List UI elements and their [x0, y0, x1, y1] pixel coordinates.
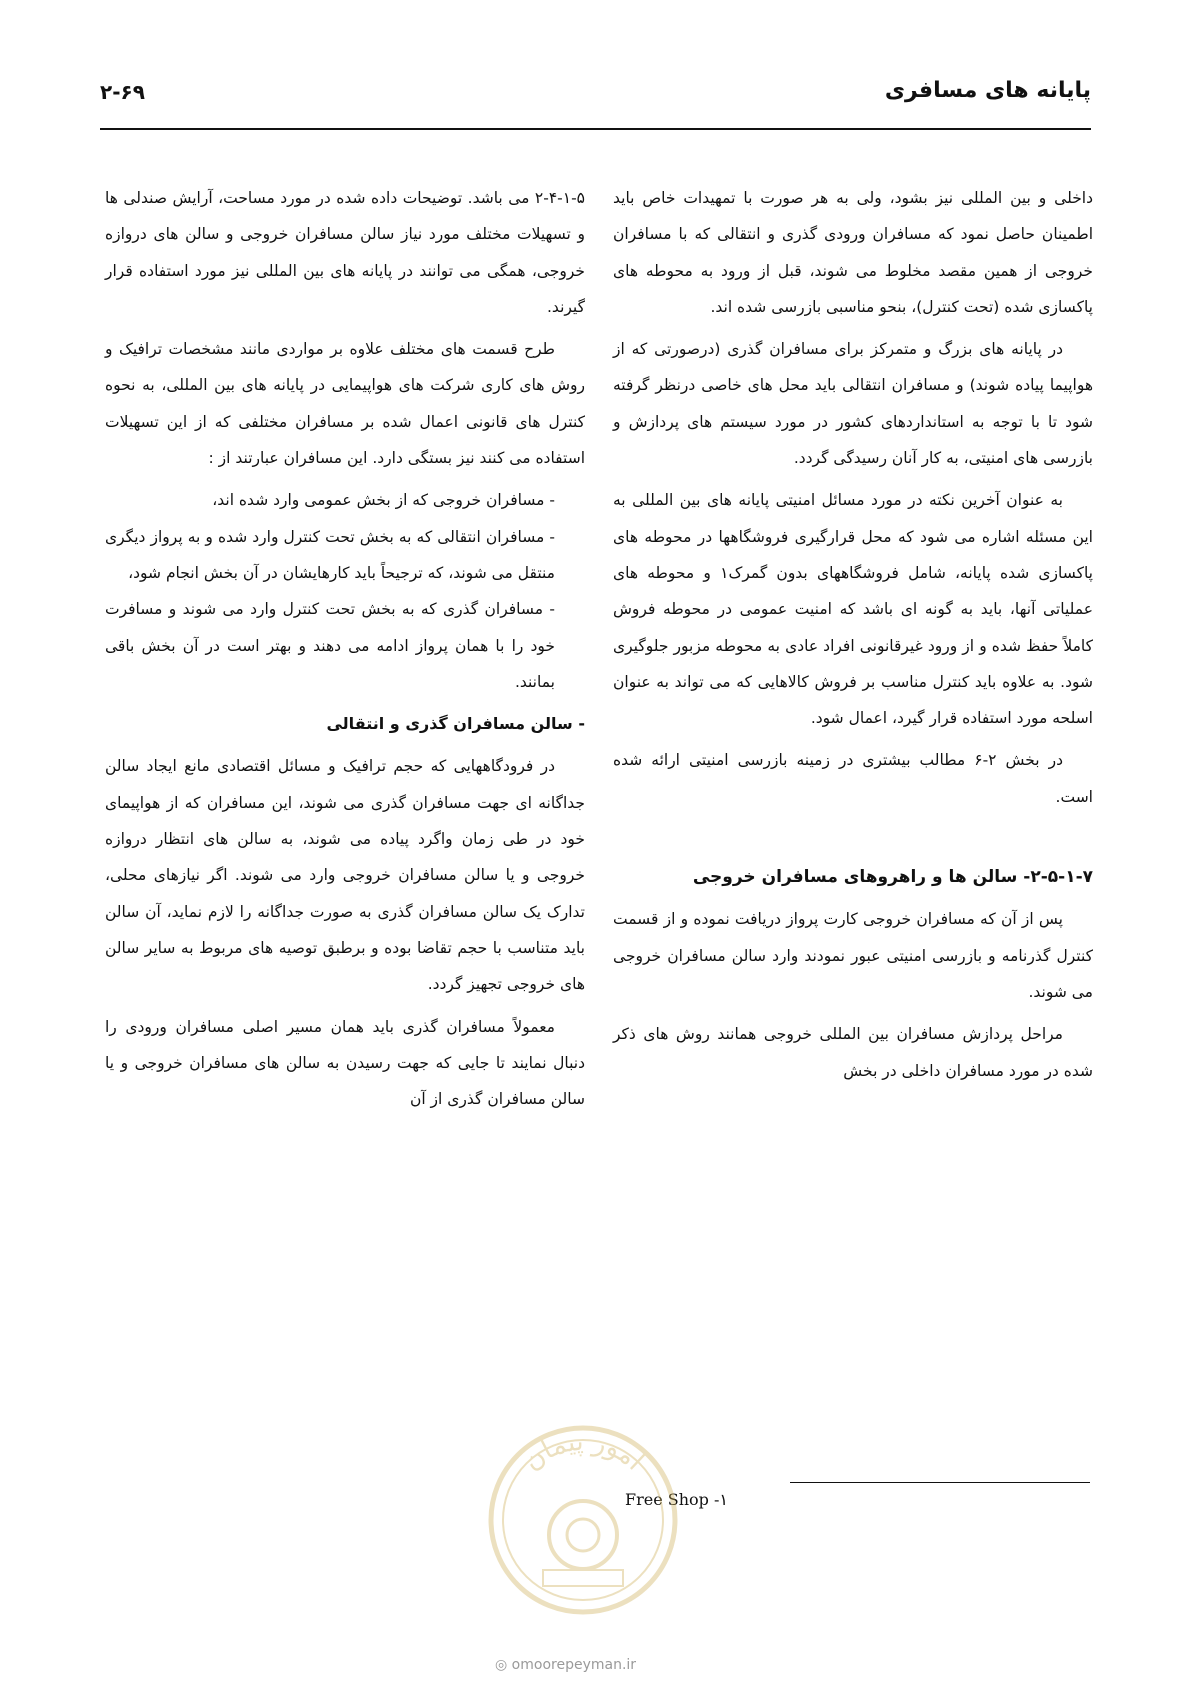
- paragraph: معمولاً مسافران گذری باید همان مسیر اصلی مسافران ورودی را دنبال نمایند تا جایی که جهت رسیدن به سالن های مسافران خروجی و یا سالن مسافران گذری از آن: [105, 1017, 585, 1109]
- publisher-stamp-icon: [483, 1420, 683, 1620]
- list-item: - مسافران گذری که به بخش تحت کنترل وارد می شوند و مسافرت خود را با همان پرواز ادامه می دهند و بهتر است در آن بخش باقی بمانند.: [105, 600, 555, 691]
- watermark-text: omoorepeyman.ir: [511, 1657, 637, 1673]
- list-item: - مسافران خروجی که از بخش عمومی وارد شده اند،: [212, 491, 555, 510]
- svg-text:امور پیمان: امور پیمان: [517, 1426, 650, 1477]
- running-header-title: پایانه های مسافری: [884, 78, 1091, 103]
- footnote: ۱- Free Shop: [625, 1490, 729, 1509]
- paragraph: به عنوان آخرین نکته در مورد مسائل امنیتی پایانه های بین المللی به این مسئله اشاره می شود که محل قرارگیری فروشگاهها در محوطه های پاکسازی شده پایانه، شامل فروشگاههای بدون گمرک۱ و محوطه های عملیاتی آنها، باید به گونه ای باشد که امنیت عمومی در محوطه فروش کاملاً حفظ شده و از ورود غیرقانونی افراد عادی به محوطه مزبور جلوگیری شود. به علاوه باید کنترل مناسب بر فروش کالاهایی که می تواند به عنوان اسلحه مورد استفاده قرار گیرد، اعمال شود.: [613, 491, 1093, 728]
- footnote-rule: [790, 1482, 1090, 1483]
- left-column: [105, 180, 585, 1123]
- paragraph: پس از آن که مسافران خروجی کارت پرواز دریافت نموده و از قسمت کنترل گذرنامه و بازرسی امنیتی عبور نمودند وارد سالن مسافران خروجی می شوند.: [613, 910, 1093, 1001]
- page-number: ۲-۶۹: [100, 80, 145, 104]
- paragraph: در پایانه های بزرگ و متمرکز برای مسافران گذری (درصورتی که از هواپیما پیاده شوند) و مسافران انتقالی باید محل های خاصی درنظر گرفته شود تا با توجه به استانداردهای کشور در مورد سیستم های پردازش و بازرسی های امنیتی، به کار آنان رسیدگی گردد.: [613, 340, 1093, 468]
- paragraph: ۲-۴-۱-۵ می باشد. توضیحات داده شده در مورد مساحت، آرایش صندلی ها و تسهیلات مختلف مورد نیاز سالن مسافران خروجی و سالن های دروازه خروجی، همگی می توانند در پایانه های بین المللی نیز مورد استفاده قرار گیرند.: [105, 189, 585, 316]
- right-column: [613, 180, 1093, 1095]
- omoorepeyman-logo-icon: ◎: [495, 1657, 508, 1673]
- paragraph: در فرودگاههایی که حجم ترافیک و مسائل اقتصادی مانع ایجاد سالن جداگانه ای جهت مسافران گذری می شوند، این مسافران که از هواپیمای خود در طی زمان واگرد پیاده می شوند، به سالن های انتظار دروازه خروجی و یا سالن مسافران خروجی وارد می شوند. اگر نیازهای محلی، تدارک یک سالن مسافران گذری به صورت جداگانه را لازم نماید، آن سالن باید متناسب با حجم تقاضا بوده و برطبق توصیه های مربوط به سایر سالن های خروجی تجهیز گردد.: [105, 757, 585, 994]
- paragraph: طرح قسمت های مختلف علاوه بر مواردی مانند مشخصات ترافیک و روش های کاری شرکت های هواپیمایی در پایانه های بین المللی، به نحوه کنترل های قانونی اعمال شده بر مسافران مختلفی که از این تسهیلات استفاده می کنند نیز بستگی دارد. این مسافران عبارتند از :: [105, 340, 585, 468]
- paragraph: مراحل پردازش مسافران بین المللی خروجی همانند روش های ذکر شده در مورد مسافران داخلی در بخش: [613, 1025, 1093, 1080]
- list-item: - مسافران انتقالی که به بخش تحت کنترل وارد شده و به پرواز دیگری منتقل می شوند، که ترجیحاً باید کارهایشان در آن بخش انجام شود،: [105, 527, 555, 582]
- site-watermark: [495, 1657, 636, 1673]
- section-heading: ۲-۵-۱-۷- سالن ها و راهروهای مسافران خروجی: [692, 867, 1093, 888]
- paragraph: در بخش ۲-۶ مطالب بیشتری در زمینه بازرسی امنیتی ارائه شده است.: [613, 751, 1093, 806]
- paragraph: داخلی و بین المللی نیز بشود، ولی به هر صورت با تمهیدات خاص باید اطمینان حاصل نمود که مسافران ورودی گذری و انتقالی که با مسافران خروجی از همین مقصد مخلوط می شوند، قبل از ورود به محوطه های پاکسازی شده (تحت کنترل)، بنحو مناسبی بازرسی شده اند.: [613, 189, 1093, 316]
- subsection-heading: - سالن مسافران گذری و انتقالی: [326, 714, 585, 734]
- header-rule: [100, 128, 1091, 130]
